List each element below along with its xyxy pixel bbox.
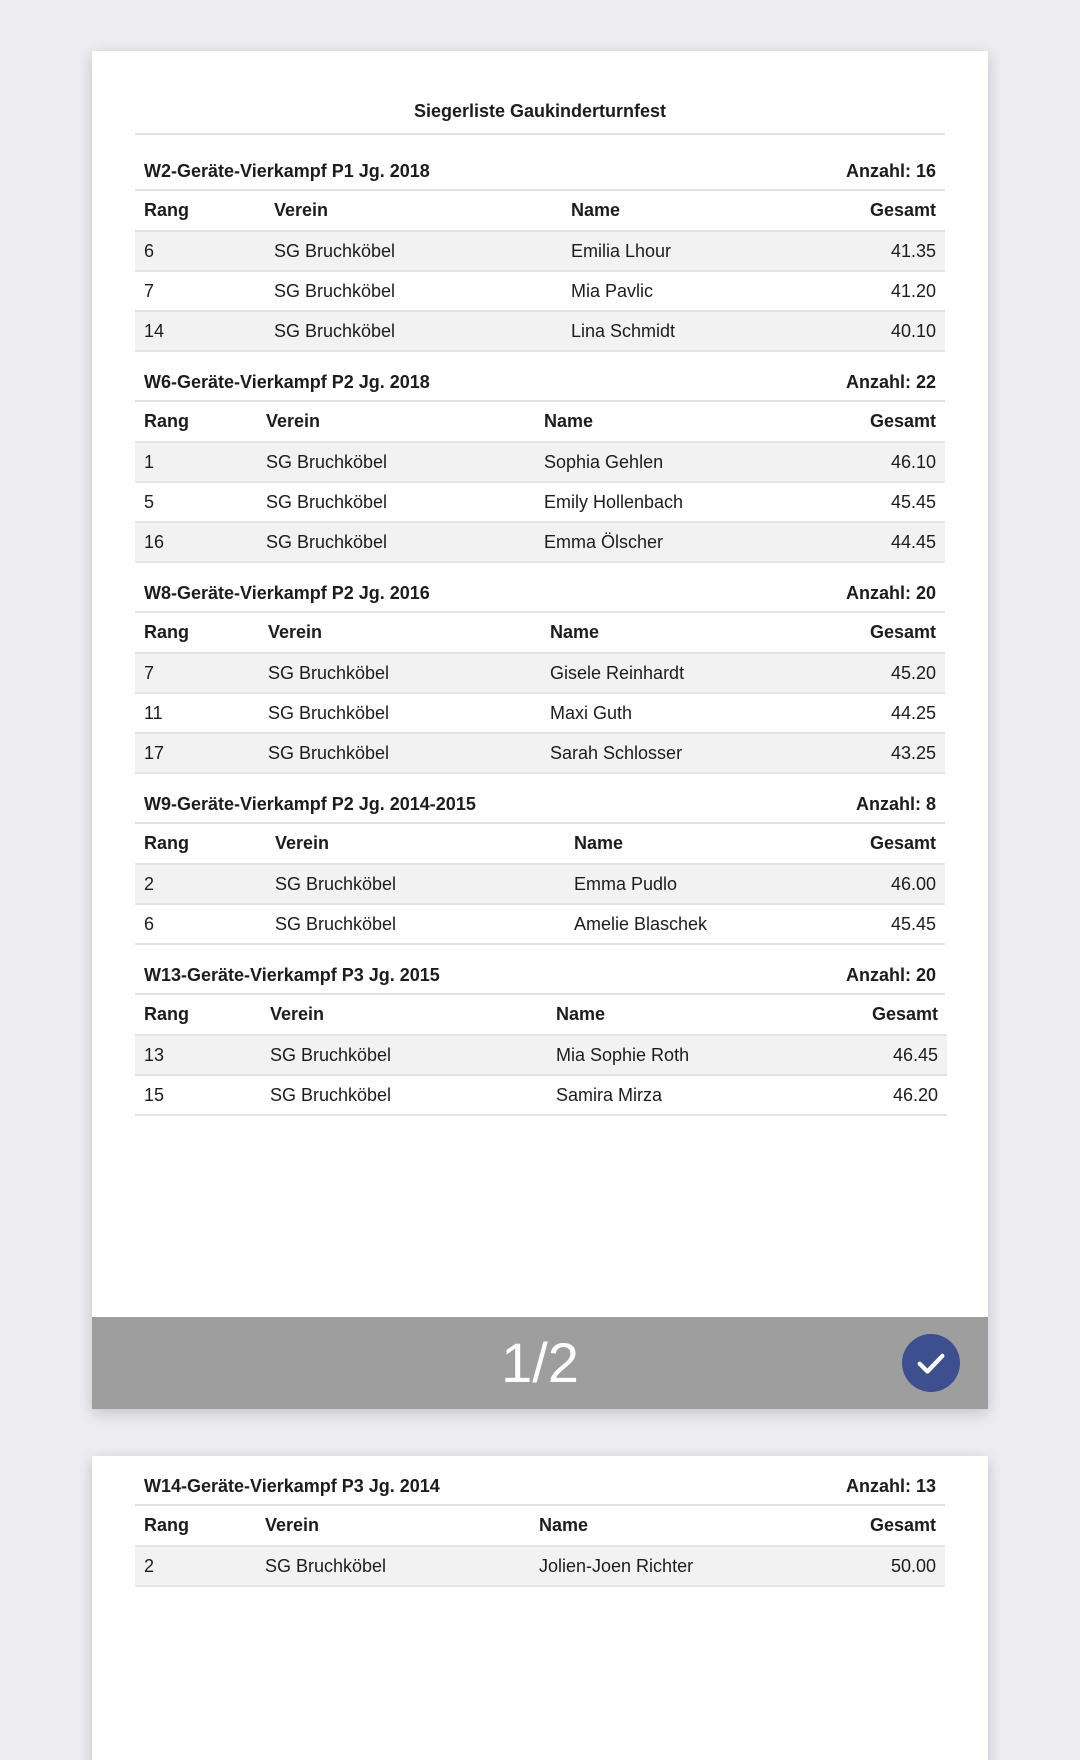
cell-verein: SG Bruchköbel <box>261 1075 547 1115</box>
cell-rang: 1 <box>135 442 257 482</box>
column-header-verein: Verein <box>257 402 535 442</box>
table-row <box>135 522 945 562</box>
page-number: 1/2 <box>501 1331 579 1394</box>
results-table <box>135 191 945 352</box>
results-list <box>135 1456 945 1587</box>
cell-verein: SG Bruchköbel <box>257 482 535 522</box>
category-header <box>135 141 945 191</box>
column-header-name: Name <box>547 995 787 1035</box>
cell-gesamt: 43.25 <box>785 733 945 773</box>
cell-verein: SG Bruchköbel <box>257 522 535 562</box>
cell-name: Emily Hollenbach <box>535 482 785 522</box>
category-section <box>135 352 945 563</box>
cell-rang: 2 <box>135 1546 256 1586</box>
cell-name: Lina Schmidt <box>562 311 785 351</box>
results-table <box>135 824 945 945</box>
cell-name: Emma Pudlo <box>565 864 785 904</box>
table-row <box>135 311 945 351</box>
column-header-name: Name <box>535 402 785 442</box>
table-header-row <box>135 995 947 1035</box>
cell-rang: 17 <box>135 733 259 773</box>
participant-count: Anzahl: 8 <box>855 793 936 814</box>
table-header-row <box>135 824 945 864</box>
cell-rang: 5 <box>135 482 257 522</box>
cell-rang: 14 <box>135 311 265 351</box>
cell-gesamt: 45.20 <box>785 653 945 693</box>
results-table <box>135 995 947 1116</box>
cell-rang: 7 <box>135 653 259 693</box>
column-header-rang: Rang <box>135 995 261 1035</box>
cell-rang: 16 <box>135 522 257 562</box>
cell-name: Mia Sophie Roth <box>547 1035 787 1075</box>
cell-gesamt: 44.45 <box>785 522 945 562</box>
cell-rang: 11 <box>135 693 259 733</box>
cell-verein: SG Bruchköbel <box>265 271 562 311</box>
results-table <box>135 613 945 774</box>
cell-gesamt: 45.45 <box>785 904 945 944</box>
category-title: W9-Geräte-Vierkampf P2 Jg. 2014-2015 <box>144 793 476 814</box>
check-icon <box>914 1346 948 1380</box>
cell-name: Maxi Guth <box>541 693 785 733</box>
column-header-name: Name <box>565 824 785 864</box>
cell-name: Gisele Reinhardt <box>541 653 785 693</box>
category-section <box>135 141 945 352</box>
category-header <box>135 774 945 824</box>
table-row <box>135 1035 947 1075</box>
column-header-rang: Rang <box>135 1506 256 1546</box>
cell-verein: SG Bruchköbel <box>256 1546 530 1586</box>
cell-gesamt: 46.45 <box>787 1035 947 1075</box>
column-header-rang: Rang <box>135 402 257 442</box>
table-row <box>135 482 945 522</box>
table-row <box>135 653 945 693</box>
table-row <box>135 693 945 733</box>
results-table <box>135 402 945 563</box>
cell-rang: 15 <box>135 1075 261 1115</box>
column-header-name: Name <box>530 1506 785 1546</box>
table-header-row <box>135 402 945 442</box>
column-header-gesamt: Gesamt <box>785 402 945 442</box>
column-header-verein: Verein <box>265 191 562 231</box>
column-header-name: Name <box>562 191 785 231</box>
cell-gesamt: 50.00 <box>785 1546 945 1586</box>
column-header-gesamt: Gesamt <box>785 824 945 864</box>
cell-verein: SG Bruchköbel <box>257 442 535 482</box>
cell-verein: SG Bruchköbel <box>259 653 541 693</box>
participant-count: Anzahl: 16 <box>845 160 936 181</box>
column-header-verein: Verein <box>261 995 547 1035</box>
table-header-row <box>135 613 945 653</box>
category-title: W2-Geräte-Vierkampf P1 Jg. 2018 <box>144 160 430 181</box>
table-row <box>135 864 945 904</box>
cell-gesamt: 40.10 <box>785 311 945 351</box>
table-row <box>135 1075 947 1115</box>
cell-rang: 7 <box>135 271 265 311</box>
cell-name: Sophia Gehlen <box>535 442 785 482</box>
table-row <box>135 904 945 944</box>
category-section <box>135 774 945 945</box>
cell-gesamt: 46.10 <box>785 442 945 482</box>
cell-verein: SG Bruchköbel <box>261 1035 547 1075</box>
category-title: W13-Geräte-Vierkampf P3 Jg. 2015 <box>144 964 440 985</box>
column-header-rang: Rang <box>135 824 266 864</box>
category-section <box>135 945 945 1116</box>
cell-verein: SG Bruchköbel <box>259 693 541 733</box>
cell-name: Emilia Lhour <box>562 231 785 271</box>
table-row <box>135 1546 945 1586</box>
cell-gesamt: 46.20 <box>787 1075 947 1115</box>
cell-gesamt: 41.20 <box>785 271 945 311</box>
cell-rang: 6 <box>135 904 266 944</box>
category-section <box>135 563 945 774</box>
cell-gesamt: 46.00 <box>785 864 945 904</box>
column-header-rang: Rang <box>135 191 265 231</box>
cell-verein: SG Bruchköbel <box>266 904 565 944</box>
results-list <box>135 141 945 1116</box>
table-row <box>135 442 945 482</box>
cell-rang: 13 <box>135 1035 261 1075</box>
results-table <box>135 1506 945 1587</box>
participant-count: Anzahl: 20 <box>845 582 936 603</box>
page-indicator-bar <box>92 1317 988 1409</box>
cell-name: Sarah Schlosser <box>541 733 785 773</box>
column-header-verein: Verein <box>259 613 541 653</box>
cell-name: Emma Ölscher <box>535 522 785 562</box>
table-row <box>135 231 945 271</box>
cell-verein: SG Bruchköbel <box>265 231 562 271</box>
column-header-rang: Rang <box>135 613 259 653</box>
category-title: W6-Geräte-Vierkampf P2 Jg. 2018 <box>144 371 430 392</box>
participant-count: Anzahl: 22 <box>845 371 936 392</box>
participant-count: Anzahl: 20 <box>845 964 936 985</box>
column-header-gesamt: Gesamt <box>785 1506 945 1546</box>
column-header-gesamt: Gesamt <box>785 191 945 231</box>
confirm-button[interactable] <box>902 1334 960 1392</box>
table-header-row <box>135 1506 945 1546</box>
cell-rang: 6 <box>135 231 265 271</box>
participant-count: Anzahl: 13 <box>845 1475 936 1496</box>
column-header-verein: Verein <box>256 1506 530 1546</box>
category-title: W8-Geräte-Vierkampf P2 Jg. 2016 <box>144 582 430 603</box>
cell-verein: SG Bruchköbel <box>265 311 562 351</box>
column-header-verein: Verein <box>266 824 565 864</box>
cell-name: Mia Pavlic <box>562 271 785 311</box>
table-row <box>135 271 945 311</box>
category-title: W14-Geräte-Vierkampf P3 Jg. 2014 <box>144 1475 440 1496</box>
cell-gesamt: 44.25 <box>785 693 945 733</box>
category-header <box>135 1456 945 1506</box>
document-page-2 <box>92 1456 988 1760</box>
column-header-gesamt: Gesamt <box>787 995 947 1035</box>
cell-verein: SG Bruchköbel <box>266 864 565 904</box>
table-header-row <box>135 191 945 231</box>
document-page-1 <box>92 51 988 1409</box>
cell-name: Amelie Blaschek <box>565 904 785 944</box>
cell-rang: 2 <box>135 864 266 904</box>
document-title: Siegerliste Gaukinderturnfest <box>135 101 945 135</box>
table-row <box>135 733 945 773</box>
cell-name: Jolien-Joen Richter <box>530 1546 785 1586</box>
category-header <box>135 945 945 995</box>
column-header-gesamt: Gesamt <box>785 613 945 653</box>
category-header <box>135 352 945 402</box>
cell-verein: SG Bruchköbel <box>259 733 541 773</box>
category-section <box>135 1456 945 1587</box>
cell-gesamt: 41.35 <box>785 231 945 271</box>
column-header-name: Name <box>541 613 785 653</box>
category-header <box>135 563 945 613</box>
cell-gesamt: 45.45 <box>785 482 945 522</box>
cell-name: Samira Mirza <box>547 1075 787 1115</box>
